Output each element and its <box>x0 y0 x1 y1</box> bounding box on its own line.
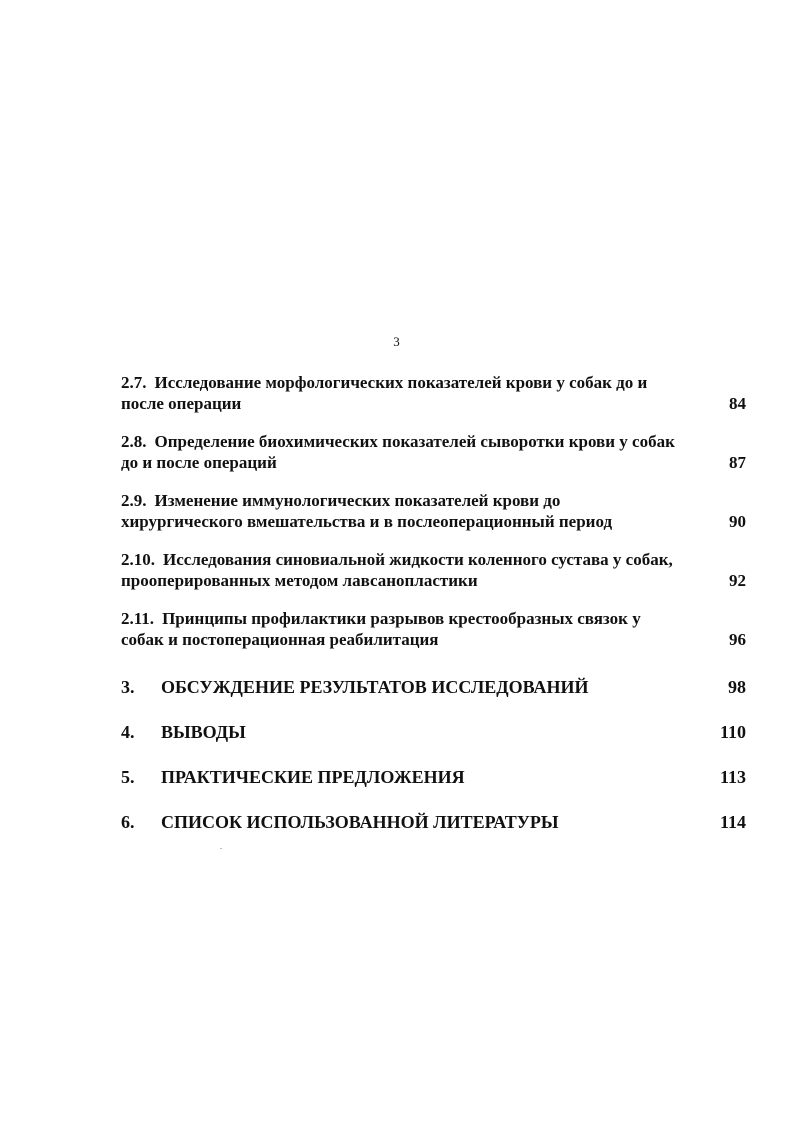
toc-entry-2-9 <box>121 490 746 532</box>
table-of-contents <box>121 372 746 832</box>
scan-speck <box>220 848 222 849</box>
toc-entry-title-line1: Принципы профилактики разрывов крестообразных связок у <box>162 609 641 628</box>
toc-entry-page: 96 <box>729 630 746 649</box>
toc-chapter-3 <box>121 676 746 698</box>
toc-entry-title-line1: Определение биохимических показателей сыворотки крови у собак <box>154 432 675 451</box>
toc-entry-title-line1: Исследование морфологических показателей крови у собак до и <box>154 373 648 392</box>
toc-entry-page: 84 <box>729 394 746 413</box>
toc-chapter-number: 3. <box>121 677 135 697</box>
toc-entry-page: 87 <box>729 453 746 472</box>
toc-chapter-number: 5. <box>121 767 135 787</box>
toc-chapter-title: ВЫВОДЫ <box>161 722 246 742</box>
toc-chapter-title: ОБСУЖДЕНИЕ РЕЗУЛЬТАТОВ ИССЛЕДОВАНИЙ <box>161 677 589 697</box>
toc-entry-title-line2: после операции <box>121 394 242 413</box>
toc-entry-2-10 <box>121 549 746 591</box>
toc-chapter-4 <box>121 721 746 743</box>
toc-chapter-page: 110 <box>719 722 746 742</box>
toc-chapter-number: 6. <box>121 812 135 832</box>
toc-entry-2-7 <box>121 372 746 414</box>
toc-entry-title-line1: Изменение иммунологических показателей крови до <box>154 491 561 510</box>
toc-entry-title-line2: собак и постоперационная реабилитация <box>121 630 439 649</box>
toc-entry-2-11 <box>121 608 746 650</box>
toc-entry-number: 2.9. <box>121 491 147 510</box>
toc-chapter-6 <box>121 811 746 833</box>
toc-chapter-5 <box>121 766 746 788</box>
page-number: 3 <box>393 334 400 349</box>
toc-chapter-number: 4. <box>121 722 135 742</box>
toc-chapter-page: 114 <box>719 812 746 832</box>
toc-entry-page: 90 <box>729 512 746 531</box>
toc-chapter-title: ПРАКТИЧЕСКИЕ ПРЕДЛОЖЕНИЯ <box>161 767 465 787</box>
toc-entry-title-line2: прооперированных методом лавсанопластики <box>121 571 478 590</box>
toc-chapter-page: 113 <box>719 767 746 787</box>
toc-entry-title-line1: Исследования синовиальной жидкости коленного сустава у собак, <box>163 550 673 569</box>
toc-chapter-page: 98 <box>728 677 746 697</box>
toc-entry-title-line2: до и после операций <box>121 453 277 472</box>
toc-entry-number: 2.10. <box>121 550 155 569</box>
toc-entry-page: 92 <box>729 571 746 590</box>
toc-entry-title-line2: хирургического вмешательства и в послеоперационный период <box>121 512 613 531</box>
toc-chapter-title: СПИСОК ИСПОЛЬЗОВАННОЙ ЛИТЕРАТУРЫ <box>161 812 559 832</box>
toc-entry-number: 2.7. <box>121 373 147 392</box>
toc-entry-number: 2.11. <box>121 609 155 628</box>
toc-entry-2-8 <box>121 431 746 473</box>
toc-entry-number: 2.8. <box>121 432 147 451</box>
